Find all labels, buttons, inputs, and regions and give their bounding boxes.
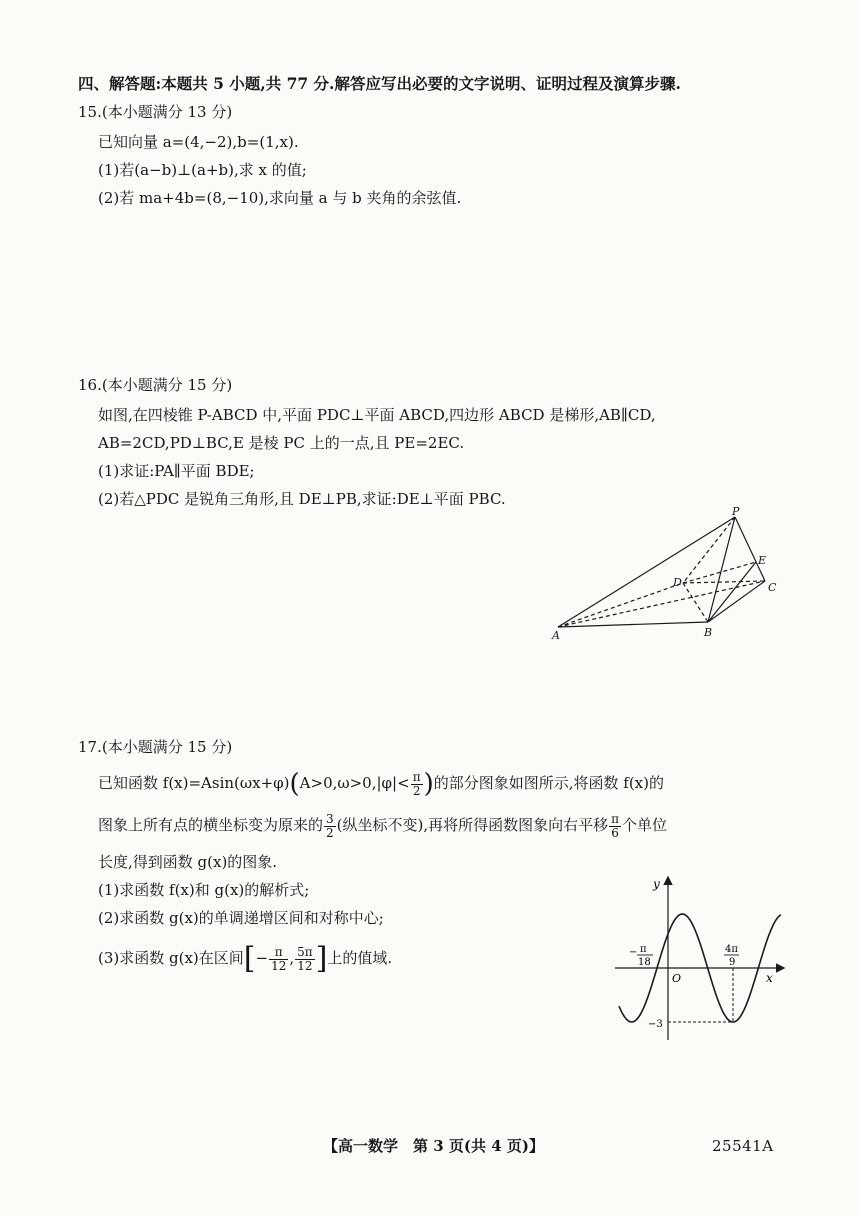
q17-line2 <box>98 808 667 842</box>
edge-db <box>683 583 708 622</box>
q17-part3-b: 上的值域. <box>327 949 393 967</box>
label-4pi-9 <box>724 944 739 968</box>
y-axis-label: y <box>653 877 660 891</box>
label-c: C <box>768 581 777 594</box>
edge-ad <box>558 583 683 627</box>
pyramid-figure <box>540 505 790 645</box>
edge-pa <box>558 517 735 627</box>
footer-code: 25541A <box>712 1137 774 1155</box>
footer-page-info: 【高一数学 第 3 页(共 4 页)】 <box>323 1137 544 1155</box>
sine-graph <box>605 870 795 1045</box>
label-a: A <box>552 629 560 642</box>
section-title: 四、解答题:本题共 5 小题,共 77 分.解答应写出必要的文字说明、证明过程及演算步骤. <box>78 74 681 93</box>
label-neg-pi-18 <box>629 944 653 968</box>
q16-line1: 如图,在四棱锥 P-ABCD 中,平面 PDC⊥平面 ABCD,四边形 ABCD 是梯形,AB∥CD, <box>98 406 656 424</box>
edge-pc <box>735 517 765 581</box>
edge-de <box>683 562 756 583</box>
q16-part2: (2)若△PDC 是锐角三角形,且 DE⊥PB,求证:DE⊥平面 PBC. <box>98 490 506 508</box>
q17-interval-end: $\frac{5\pi}{12}$ <box>297 944 313 973</box>
svg-text:9: 9 <box>729 957 736 968</box>
q15-part2: (2)若 ma+4b=(8,−10),求向量 a 与 b 夹角的余弦值. <box>98 189 462 207</box>
q17-line1-c: 的部分图象如图所示,将函数 f(x)的 <box>433 774 664 792</box>
q17-line3: 长度,得到函数 g(x)的图象. <box>98 853 278 871</box>
svg-text:18: 18 <box>638 957 651 968</box>
q16-part1: (1)求证:PA∥平面 BDE; <box>98 462 255 480</box>
q15-part1: (1)若(a−b)⊥(a+b),求 x 的值; <box>98 161 307 179</box>
label-p: P <box>732 505 740 518</box>
q17-line2-b: (纵坐标不变),再将所得函数图象向右平移 <box>336 816 609 834</box>
label-b: B <box>704 626 713 639</box>
q17-scale-frac: $\frac{3}{2}$ <box>326 811 334 840</box>
svg-text:−: − <box>629 947 638 958</box>
q15-given: 已知向量 a=(4,−2),b=(1,x). <box>98 133 299 151</box>
q17-header: 17.(本小题满分 15 分) <box>78 738 233 756</box>
q17-line1: 已知函数 f(x)=Asin(ωx+φ)(A>0,ω>0,|φ|< $\frac{\pi}{2}$ )的部分图象如图所示,将函数 f(x)的 <box>98 769 664 799</box>
q17-shift-frac: $\frac{\pi}{6}$ <box>611 811 620 840</box>
edge-dc <box>683 581 765 583</box>
q17-line1-a: 已知函数 f(x)=Asin(ωx+φ) <box>98 774 290 792</box>
q17-line1-b: A>0,ω>0,|φ|< <box>299 774 410 792</box>
label-e: E <box>758 554 767 567</box>
q17-part2: (2)求函数 g(x)的单调递增区间和对称中心; <box>98 909 384 927</box>
q17-part3: (3)求函数 g(x)在区间[− $\frac{\pi}{12}$ , $\frac{5\pi}{12}$ ]上的值域. <box>98 941 393 976</box>
q15-header: 15.(本小题满分 13 分) <box>78 103 233 121</box>
q17-phi-bound: $\frac{\pi}{2}$ <box>412 769 421 798</box>
q16-line2: AB=2CD,PD⊥BC,E 是棱 PC 上的一点,且 PE=2EC. <box>98 434 465 452</box>
q17-interval-start: $\frac{\pi}{12}$ <box>271 944 287 973</box>
label-d: D <box>673 576 682 589</box>
q16-header: 16.(本小题满分 15 分) <box>78 376 233 394</box>
svg-text:4π: 4π <box>725 944 738 955</box>
edge-pd <box>683 517 735 583</box>
q17-part1: (1)求函数 f(x)和 g(x)的解析式; <box>98 881 310 899</box>
edge-ab <box>558 622 708 627</box>
q17-line2-a: 图象上所有点的横坐标变为原来的 <box>98 816 324 834</box>
label-ymin: −3 <box>648 1019 663 1030</box>
q17-line2-c: 个单位 <box>622 816 668 834</box>
origin-label: O <box>672 972 682 985</box>
q17-part3-a: (3)求函数 g(x)在区间 <box>98 949 244 967</box>
svg-text:π: π <box>640 944 647 955</box>
x-axis-label: x <box>766 971 773 985</box>
